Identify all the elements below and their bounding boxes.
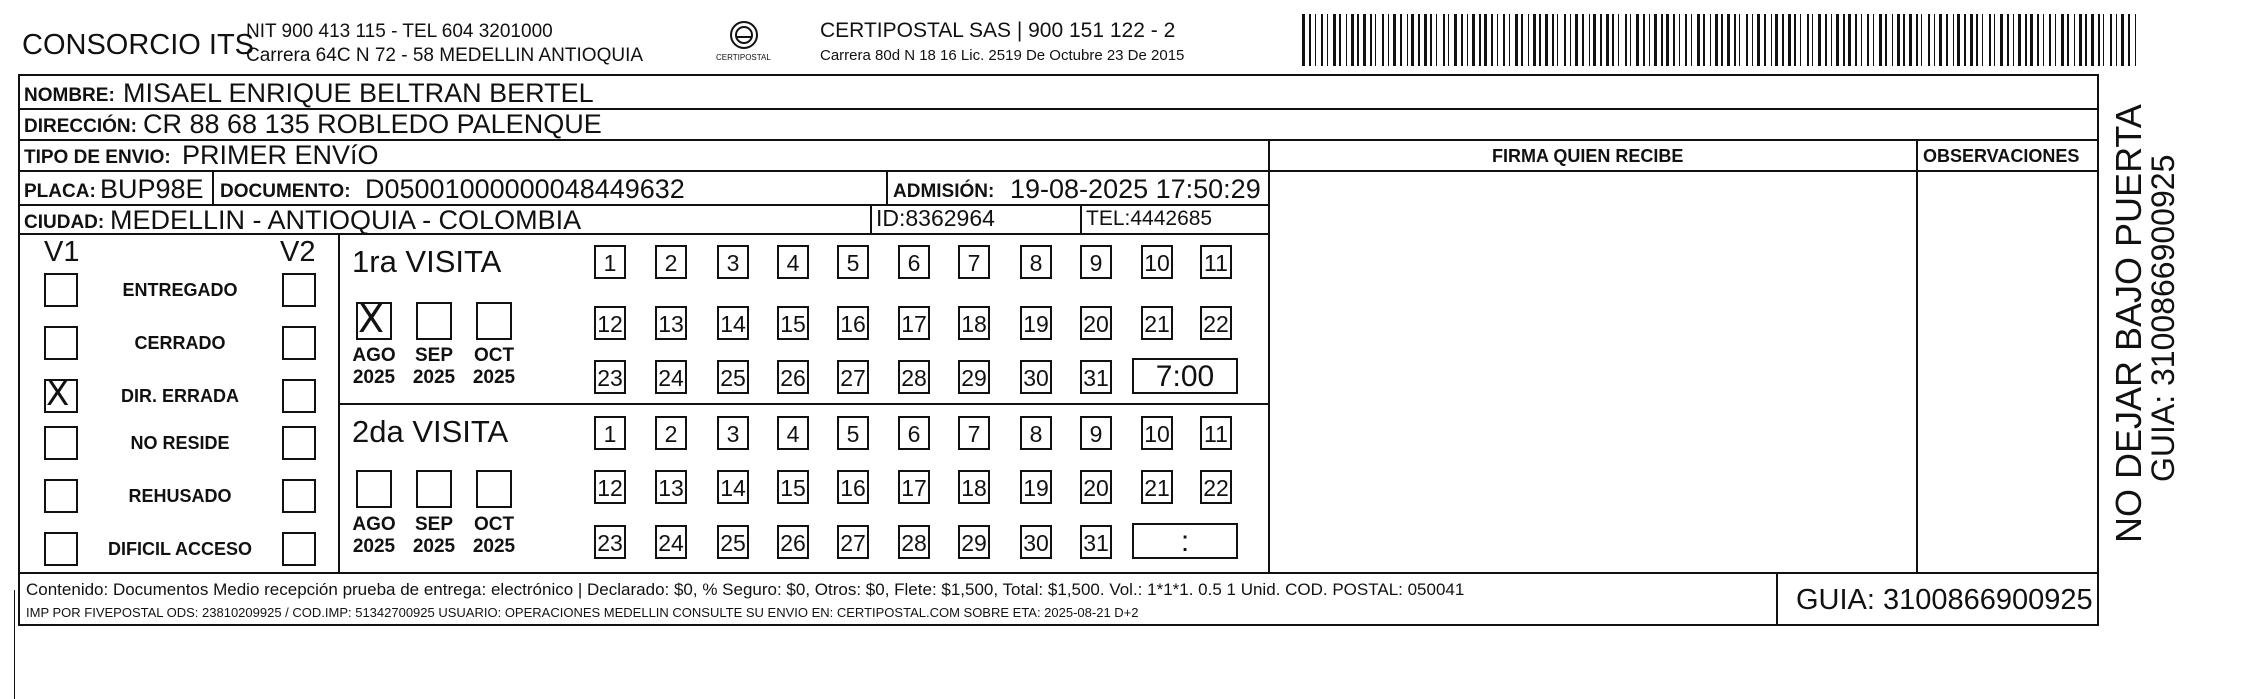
admision-value: 19-08-2025 17:50:29 <box>1010 174 1261 204</box>
day-box[interactable]: 19 <box>1020 470 1052 504</box>
month-checkbox[interactable] <box>416 470 452 508</box>
certi-address: Carrera 80d N 18 16 Lic. 2519 De Octubre 23 De 2015 <box>820 47 1185 64</box>
day-box[interactable]: 19 <box>1020 306 1052 340</box>
day-box[interactable]: 29 <box>958 525 990 559</box>
year-label: 2025 <box>472 367 516 388</box>
day-box[interactable]: 1 <box>594 416 626 450</box>
day-box[interactable]: 17 <box>898 306 930 340</box>
documento-label: DOCUMENTO: <box>220 181 351 202</box>
documento-value: D05001000000048449632 <box>365 174 685 204</box>
ciudad-label: CIUDAD: <box>24 212 105 233</box>
guia-vertical: GUIA: 3100866900925 <box>2145 154 2181 482</box>
day-box[interactable]: 3 <box>717 416 749 450</box>
status-label: CERRADO <box>134 333 226 353</box>
day-box[interactable]: 20 <box>1080 470 1112 504</box>
day-box[interactable]: 21 <box>1141 470 1173 504</box>
day-box[interactable]: 10 <box>1141 245 1173 279</box>
address-line: Carrera 64C N 72 - 58 MEDELLIN ANTIOQUIA <box>246 45 644 66</box>
contenido-text: Contenido: Documentos Medio recepción prueba de entrega: electrónico | Declarado: $0, % Seguro: $0, Otros: $0, Flete: $1,500, Total: $1,500. Vol.: 1*1*1. 0.5 1 Unid. COD. POSTAL: 050041 <box>26 580 1465 599</box>
status-label: NO RESIDE <box>130 433 230 453</box>
tel-value: TEL:4442685 <box>1086 207 1213 230</box>
day-box[interactable]: 28 <box>898 525 930 559</box>
day-box[interactable]: 24 <box>655 360 687 394</box>
v2-checkbox[interactable] <box>282 532 316 566</box>
day-box[interactable]: 15 <box>777 470 809 504</box>
status-label: REHUSADO <box>128 486 232 506</box>
status-label: ENTREGADO <box>122 280 238 300</box>
nombre-label: NOMBRE: <box>24 85 115 106</box>
day-box[interactable]: 2 <box>655 245 687 279</box>
year-label: 2025 <box>352 536 396 557</box>
day-box[interactable]: 8 <box>1020 416 1052 450</box>
day-box[interactable]: 5 <box>837 416 869 450</box>
day-box[interactable]: 22 <box>1200 306 1232 340</box>
day-box[interactable]: 8 <box>1020 245 1052 279</box>
imp-text: IMP POR FIVEPOSTAL ODS: 23810209925 / COD.IMP: 51342700925 USUARIO: OPERACIONES MEDELLIN CONSULTE SU ENVIO EN: CERTIPOSTAL.COM SOBRE ETA: 2025-08-21 D+2 <box>26 605 1139 620</box>
day-box[interactable]: 1 <box>594 245 626 279</box>
day-box[interactable]: 6 <box>898 416 930 450</box>
year-label: 2025 <box>472 536 516 557</box>
day-box[interactable]: 3 <box>717 245 749 279</box>
v2-checkbox[interactable] <box>282 273 316 307</box>
time-box[interactable]: 7:00 <box>1132 358 1238 394</box>
day-box[interactable]: 27 <box>837 360 869 394</box>
certipostal-logo <box>712 18 776 66</box>
day-box[interactable]: 11 <box>1200 416 1232 450</box>
direccion-value: CR 88 68 135 ROBLEDO PALENQUE <box>143 109 602 139</box>
month-checkbox[interactable] <box>356 470 392 508</box>
day-box[interactable]: 12 <box>594 470 626 504</box>
month-label: AGO <box>352 514 396 535</box>
month-label: OCT <box>473 345 515 366</box>
company-name: CONSORCIO ITS <box>22 29 255 61</box>
day-box[interactable]: 30 <box>1020 360 1052 394</box>
day-box[interactable]: 6 <box>898 245 930 279</box>
tipo-envio-label: TIPO DE ENVIO: <box>24 147 171 168</box>
footer-guia: GUIA: 3100866900925 <box>1796 584 2093 616</box>
day-box[interactable]: 7 <box>958 245 990 279</box>
day-box[interactable]: 9 <box>1080 416 1112 450</box>
status-label: DIR. ERRADA <box>120 386 239 406</box>
placa-label: PLACA: <box>24 181 96 202</box>
day-box[interactable]: 20 <box>1080 306 1112 340</box>
day-box[interactable]: 14 <box>717 306 749 340</box>
barcode <box>1302 14 2142 66</box>
year-label: 2025 <box>412 367 456 388</box>
year-label: 2025 <box>352 367 396 388</box>
day-box[interactable]: 18 <box>958 470 990 504</box>
day-box[interactable]: 23 <box>594 360 626 394</box>
v2-checkbox[interactable] <box>282 326 316 360</box>
month-checkbox[interactable] <box>476 470 512 508</box>
month-checkbox[interactable] <box>476 302 512 340</box>
day-box[interactable]: 4 <box>777 416 809 450</box>
day-box[interactable]: 15 <box>777 306 809 340</box>
v1-checkbox[interactable] <box>44 426 78 460</box>
day-box[interactable]: 27 <box>837 525 869 559</box>
day-box[interactable]: 12 <box>594 306 626 340</box>
nit-line: NIT 900 413 115 - TEL 604 3201000 <box>246 21 553 42</box>
check-mark: X <box>358 297 385 341</box>
second-visit-title: 2da VISITA <box>352 414 509 449</box>
day-box[interactable]: 16 <box>837 306 869 340</box>
v2-label: V2 <box>280 236 316 268</box>
day-box[interactable]: 16 <box>837 470 869 504</box>
day-box[interactable]: 30 <box>1020 525 1052 559</box>
day-box[interactable]: 18 <box>958 306 990 340</box>
v1-checkbox[interactable] <box>44 326 78 360</box>
month-label: SEP <box>414 514 454 535</box>
day-box[interactable]: 22 <box>1200 470 1232 504</box>
time-box[interactable]: : <box>1132 523 1238 559</box>
day-box[interactable]: 10 <box>1141 416 1173 450</box>
month-label: OCT <box>473 514 515 535</box>
certi-line: CERTIPOSTAL SAS | 900 151 122 - 2 <box>820 19 1176 42</box>
first-visit-title: 1ra VISITA <box>352 244 502 279</box>
day-box[interactable]: 31 <box>1080 525 1112 559</box>
day-box[interactable]: 25 <box>717 525 749 559</box>
firma-label: FIRMA QUIEN RECIBE <box>1492 146 1684 166</box>
day-box[interactable]: 14 <box>717 470 749 504</box>
day-box[interactable]: 9 <box>1080 245 1112 279</box>
nombre-value: MISAEL ENRIQUE BELTRAN BERTEL <box>123 78 594 108</box>
v1-checkbox[interactable] <box>44 479 78 513</box>
day-box[interactable]: 25 <box>717 360 749 394</box>
day-box[interactable]: 26 <box>777 360 809 394</box>
year-label: 2025 <box>412 536 456 557</box>
warning-vertical: NO DEJAR BAJO PUERTA <box>2108 104 2149 543</box>
day-box[interactable]: 11 <box>1200 245 1232 279</box>
observaciones-label: OBSERVACIONES <box>1923 146 2080 166</box>
day-box[interactable]: 31 <box>1080 360 1112 394</box>
v2-checkbox[interactable] <box>282 426 316 460</box>
month-label: AGO <box>352 345 396 366</box>
day-box[interactable]: 28 <box>898 360 930 394</box>
tipo-envio-value: PRIMER ENVíO <box>182 140 379 170</box>
day-box[interactable]: 23 <box>594 525 626 559</box>
logo-caption: CERTIPOSTAL <box>716 53 771 62</box>
v2-checkbox[interactable] <box>282 379 316 413</box>
day-box[interactable]: 21 <box>1141 306 1173 340</box>
v1-checkbox[interactable] <box>44 532 78 566</box>
day-box[interactable]: 13 <box>655 306 687 340</box>
v1-checkbox[interactable] <box>44 273 78 307</box>
day-box[interactable]: 13 <box>655 470 687 504</box>
month-checkbox[interactable] <box>416 302 452 340</box>
direccion-label: DIRECCIÓN: <box>24 116 137 137</box>
check-mark: X <box>46 374 70 414</box>
month-label: SEP <box>414 345 454 366</box>
day-box[interactable]: 24 <box>655 525 687 559</box>
v1-label: V1 <box>44 236 80 268</box>
day-box[interactable]: 2 <box>655 416 687 450</box>
day-box[interactable]: 5 <box>837 245 869 279</box>
id-value: ID:8362964 <box>876 205 995 231</box>
placa-value: BUP98E <box>100 174 204 204</box>
ciudad-value: MEDELLIN - ANTIOQUIA - COLOMBIA <box>110 205 582 235</box>
v2-checkbox[interactable] <box>282 479 316 513</box>
day-box[interactable]: 4 <box>777 245 809 279</box>
day-box[interactable]: 26 <box>777 525 809 559</box>
admision-label: ADMISIÓN: <box>893 181 995 202</box>
status-label: DIFICIL ACCESO <box>107 539 252 559</box>
day-box[interactable]: 29 <box>958 360 990 394</box>
day-box[interactable]: 7 <box>958 416 990 450</box>
day-box[interactable]: 17 <box>898 470 930 504</box>
